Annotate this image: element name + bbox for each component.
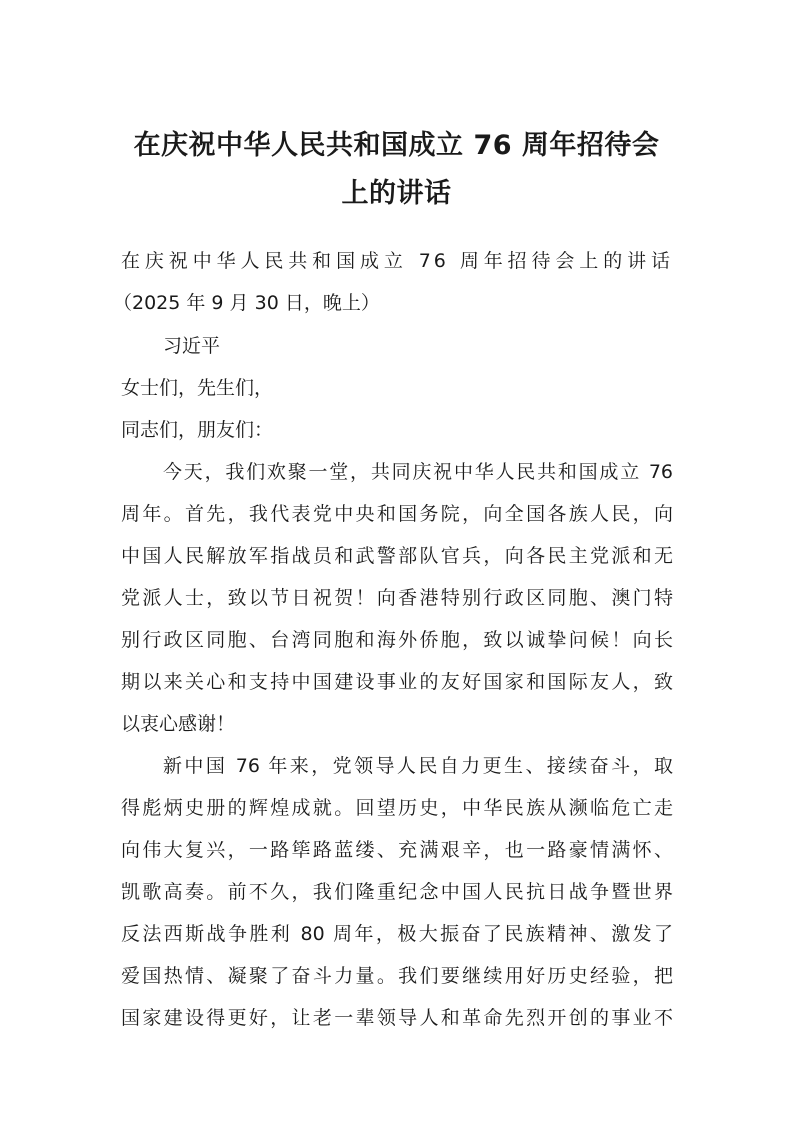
title-line-2: 上的讲话 bbox=[341, 178, 452, 209]
paragraph-1-line: 今天，我们欢聚一堂，共同庆祝中华人民共和国成立 76 bbox=[163, 461, 673, 483]
paragraph-2-line: 国家建设得更好，让老一辈领导人和革命先烈开创的事业不 bbox=[121, 1007, 673, 1029]
paragraph-2-line: 凯歌高奏。前不久，我们隆重纪念中国人民抗日战争暨世界 bbox=[121, 881, 673, 903]
salutation-2: 同志们，朋友们： bbox=[121, 419, 274, 441]
paragraph-2-line: 得彪炳史册的辉煌成就。回望历史，中华民族从濒临危亡走 bbox=[121, 797, 673, 819]
paragraph-1-line: 党派人士，致以节日祝贺！向香港特别行政区同胞、澳门特 bbox=[121, 587, 673, 609]
paragraph-1-line: 以衷心感谢！ bbox=[121, 713, 236, 735]
paragraph-1-line: 别行政区同胞、台湾同胞和海外侨胞，致以诚挚问候！向长 bbox=[121, 629, 673, 651]
paragraph-1-line: 周年。首先，我代表党中央和国务院，向全国各族人民，向 bbox=[121, 503, 673, 525]
title-line-1: 在庆祝中华人民共和国成立 76 周年招待会 bbox=[133, 130, 660, 161]
paragraph-1-line: 期以来关心和支持中国建设事业的友好国家和国际友人，致 bbox=[121, 671, 673, 693]
date-line: （2025 年 9 月 30 日，晚上） bbox=[113, 292, 380, 314]
paragraph-2-line: 反法西斯战争胜利 80 周年，极大振奋了民族精神、激发了 bbox=[121, 923, 673, 945]
paragraph-2-line: 爱国热情、凝聚了奋斗力量。我们要继续用好历史经验，把 bbox=[121, 965, 673, 987]
salutation-1: 女士们，先生们， bbox=[121, 377, 274, 399]
paragraph-2-line: 新中国 76 年来，党领导人民自力更生、接续奋斗，取 bbox=[163, 755, 673, 777]
author-name: 习近平 bbox=[163, 335, 221, 357]
header-line: 在庆祝中华人民共和国成立 76 周年招待会上的讲话 bbox=[121, 250, 673, 272]
paragraph-2-line: 向伟大复兴，一路筚路蓝缕、充满艰辛，也一路豪情满怀、 bbox=[121, 839, 673, 861]
paragraph-1-line: 中国人民解放军指战员和武警部队官兵，向各民主党派和无 bbox=[121, 545, 673, 567]
